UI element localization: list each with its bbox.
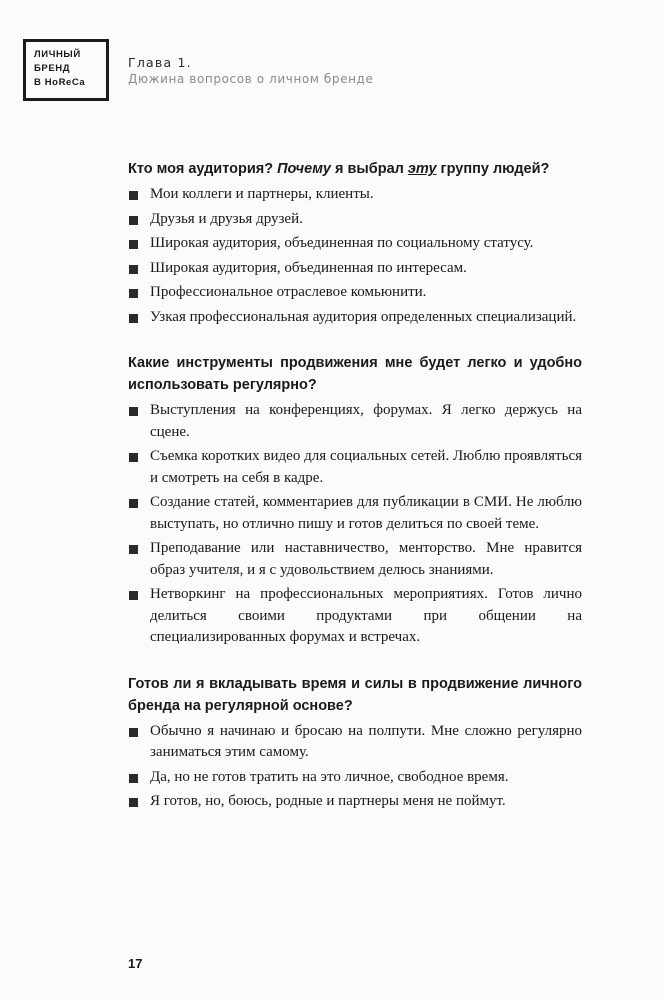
list-item: Преподавание или наставничество, менторство. Мне нравится образ учителя, и я с удовольствием делюсь знаниями. — [128, 538, 582, 581]
bullet-list — [128, 400, 582, 649]
section-commitment — [128, 673, 582, 813]
list-item: Я готов, но, боюсь, родные и партнеры меня не поймут. — [128, 791, 582, 813]
section-audience — [128, 158, 582, 328]
chapter-subtitle: Дюжина вопросов о личном бренде — [128, 72, 374, 86]
logo-line: ЛИЧНЫЙ — [34, 49, 81, 60]
bullet-list — [128, 721, 582, 813]
list-item: Съемка коротких видео для социальных сетей. Люблю проявляться и смотреть на себя в кадре. — [128, 446, 582, 489]
list-item: Создание статей, комментариев для публикации в СМИ. Не люблю выступать, но отлично пишу и готов делиться по своей теме. — [128, 492, 582, 535]
list-item: Профессиональное отраслевое комьюнити. — [128, 282, 582, 304]
book-logo — [23, 39, 109, 101]
page-number: 17 — [128, 956, 143, 971]
bullet-list — [128, 184, 582, 328]
section-tools — [128, 352, 582, 649]
list-item: Широкая аудитория, объединенная по интересам. — [128, 258, 582, 280]
list-item: Нетворкинг на профессиональных мероприятиях. Готов лично делиться своими продуктами при общении на специализированных форумах и встречах. — [128, 584, 582, 649]
logo-line: БРЕНД — [34, 63, 71, 74]
list-item: Друзья и друзья друзей. — [128, 209, 582, 231]
section-question: Какие инструменты продвижения мне будет легко и удобно использовать регулярно? — [128, 355, 582, 393]
page-body — [128, 158, 582, 837]
section-question: Кто моя аудитория? Почему я выбрал эту группу людей? — [128, 161, 550, 177]
list-item: Выступления на конференциях, форумах. Я легко держусь на сцене. — [128, 400, 582, 443]
list-item: Да, но не готов тратить на это личное, свободное время. — [128, 767, 582, 789]
section-question: Готов ли я вкладывать время и силы в продвижение личного бренда на регулярной основе? — [128, 675, 582, 714]
list-item: Узкая профессиональная аудитория определенных специализаций. — [128, 307, 582, 329]
list-item: Обычно я начинаю и бросаю на полпути. Мне сложно регулярно заниматься этим самому. — [128, 721, 582, 764]
list-item: Мои коллеги и партнеры, клиенты. — [128, 184, 582, 206]
logo-line: В HoReCa — [34, 77, 86, 88]
chapter-title: Глава 1. — [128, 55, 192, 70]
list-item: Широкая аудитория, объединенная по социальному статусу. — [128, 233, 582, 255]
